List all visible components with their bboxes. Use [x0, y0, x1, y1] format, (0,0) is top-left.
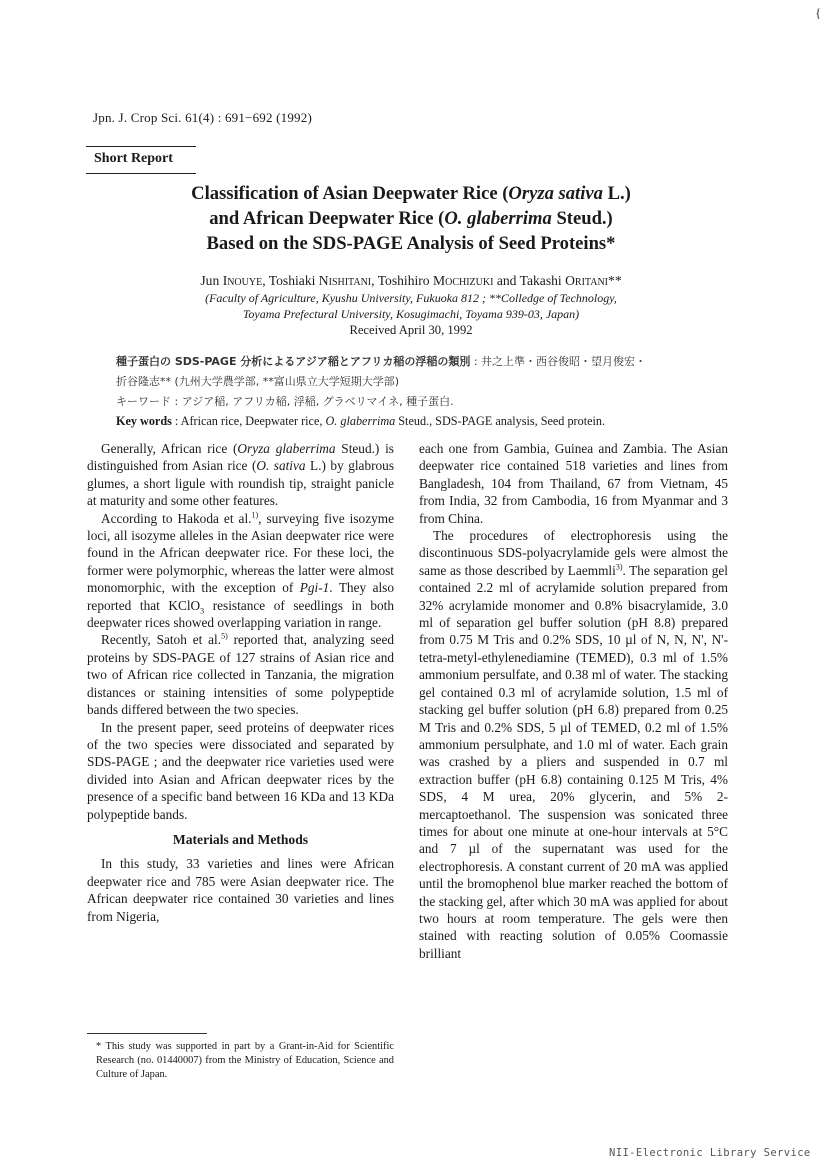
footnote-divider [87, 1033, 207, 1034]
keywords-text: Steud., SDS-PAGE analysis, Seed protein. [395, 414, 606, 428]
japanese-authors: : 井之上準・西谷俊昭・望月俊宏・ [470, 355, 647, 368]
author-given: and Takashi [493, 273, 566, 288]
title-text: Classification of Asian Deepwater Rice ( [191, 183, 509, 204]
left-column [87, 440, 394, 925]
title-text: L.) [602, 183, 631, 204]
author-family: Oritani [565, 273, 609, 288]
affiliation-line-1: (Faculty of Agriculture, Kyushu University, Fukuoka 812 ; **Colledge of Technology, [205, 291, 617, 305]
received-date: Received April 30, 1992 [349, 323, 473, 337]
paragraph-satoh [87, 631, 394, 718]
citation-ref: 5) [221, 632, 228, 642]
japanese-title-line [116, 352, 716, 372]
section-label-box [86, 146, 196, 174]
text: resistance of seedlings in both deepwater rices showed overlapping variation in range. [87, 597, 394, 631]
author-family: Inouye [222, 273, 263, 288]
author-given: , Toshiaki [262, 273, 319, 288]
corner-mark: { [815, 5, 822, 20]
title-line-3: Based on the SDS-PAGE Analysis of Seed Proteins* [206, 233, 616, 254]
japanese-keywords: キーワード : アジア稲, アフリカ稲, 浮稲, グラベリマイネ, 種子蛋白. [116, 395, 454, 408]
author-list [90, 272, 732, 290]
species-italic: Oryza glaberrima [237, 441, 336, 456]
article-title [90, 181, 732, 256]
paragraph-materials: In this study, 33 varieties and lines were African deepwater rice and 785 were Asian deepwater rice. The African deepwater rice contained 30 varieties and lines from Nigeria, [87, 856, 394, 924]
paragraph-origins: each one from Gambia, Guinea and Zambia. The Asian deepwater rice contained 518 varieties and lines from Bangladesh, 104 from Thailand, 67 from Vietnam, 45 from India, 32 from Cambodia, 16 from Myanmar and 3 from China. [419, 441, 728, 526]
title-line-2 [90, 206, 732, 231]
species-italic: O. sativa [256, 458, 306, 474]
keywords-text: : African rice, Deepwater rice, [171, 414, 326, 428]
title-species-italic: Oryza sativa [508, 183, 603, 204]
gene-italic: Pgi-1 [299, 580, 330, 596]
japanese-authors-line-2: 折谷隆志** (九州大学農学部, **富山県立大学短期大学部) [116, 375, 400, 388]
author-given: , Toshihiro [371, 273, 434, 288]
citation-ref: 1) [251, 510, 259, 520]
text: reported that, analyzing seed proteins by SDS-PAGE of 127 strains of Asian rice and two of African rice collected in Tanzania, the migration distances or staining intensities of some polypeptide bands differed between the two species. [87, 632, 394, 718]
keywords-label: Key words [116, 414, 172, 428]
title-line-1 [90, 181, 732, 206]
japanese-abstract-block [116, 352, 716, 412]
text: Recently, Satoh et al. [101, 632, 222, 648]
methods-heading: Materials and Methods [172, 831, 309, 847]
keywords-italic: O. glaberrima [325, 414, 396, 428]
paragraph-present: In the present paper, seed proteins of deepwater rices of the two species were dissociated and separated by SDS-PAGE ; and the deepwater rice varieties used were divided into Asian and African deepwater rices by the presence of a specific band between 16 KDa and 13 KDa polypeptide bands. [87, 719, 394, 822]
japanese-title: 種子蛋白の SDS-PAGE 分析によるアジア稲とアフリカ稲の浮稲の類別 [116, 355, 471, 368]
text: . They also reported that KClO [87, 580, 394, 613]
right-column [419, 440, 728, 962]
paragraph-hakoda [87, 510, 394, 632]
footnote: * This study was supported in part by a Grant-in-Aid for Scientific Research (no. 01440007) from the Ministry of Education, Science and Culture of Japan. [96, 1041, 394, 1080]
paragraph-electrophoresis [419, 527, 728, 962]
keywords-line [116, 413, 736, 429]
text: According to Hakoda et al. [101, 510, 252, 526]
title-text: Steud.) [551, 208, 613, 229]
journal-reference: Jpn. J. Crop Sci. 61(4) : 691−692 (1992) [93, 110, 312, 125]
text: The procedures of electrophoresis using the discontinuous SDS-polyacrylamide gels were almost the same as those described by Laemmli [419, 528, 728, 578]
section-label: Short Report [94, 151, 173, 166]
subscript: 3 [200, 606, 205, 616]
author-given: Jun [200, 273, 223, 288]
text: . The separation gel contained 2.2 ml of acrylamide solution prepared from 32% acrylamide monomer and 0.8% bisacrylamide, 3.0 ml of separation gel buffer solution (pH 8.8) prepared from 0.75 M Tris and 0.2% SDS, 10 µl of N, N, N', N'-tetra-metyl-ethylenediamine (TEMED), 0.3 ml of 1.5% ammonium persulfate, and 0.38 ml of water. The stacking gel contained 0.3 ml of acrylamide solution, 1.5 ml of stacking gel buffer solution (pH 6.8) prepared from 0.25 M Tris and 0.2% SDS, 5 µl of TEMED, 0.2 ml of 1.5% ammonium persulphate, and 1.0 ml of water. Each grain was crashed by a pliers and suspended in 0.7 ml extraction buffer (pH 6.8) containing 0.125 M Tris, 4% SDS, 4 M urea, 20% glycerin, and 5% 2-mercaptoethanol. The suspension was sonicated three times for about one minute at one-hour intervals at 5°C and 7 µl of the supernatant was used for the electrophoresis. A constant current of 20 mA was applied until the bromophenol blue marker reached the bottom of the stacking gel, after which 30 mA was applied for about two hours at room temperature. The gels were then stained with reacting solution of 0.05% Coomassie brilliant [419, 562, 728, 961]
author-family: Nishitani [318, 273, 372, 288]
affiliation [90, 290, 732, 322]
affiliation-line-2: Toyama Prefectural University, Kosugimachi, Toyama 939-03, Japan) [242, 307, 580, 321]
author-mark: ** [608, 273, 622, 288]
author-family: Mochizuki [433, 273, 494, 288]
footer-service-label: NII-Electronic Library Service [609, 1147, 811, 1159]
citation-ref: 3) [615, 562, 623, 572]
title-species-italic: O. glaberrima [444, 208, 552, 229]
text: Steud.) is distinguished from Asian rice ( [87, 441, 394, 474]
text: , surveying five isozyme loci, all isozyme alleles in the Asian deepwater rice were found in the African deepwater rice. For these loci, the former were polymorphic, whereas the latter were almost monomorphic, with the exception of [87, 510, 394, 596]
text: Generally, African rice ( [101, 441, 238, 456]
text: L.) by glabrous glumes, a short ligule with roundish tip, straight panicle at maturity and some other features. [87, 458, 394, 509]
paragraph-intro [87, 440, 394, 510]
title-text: and African Deepwater Rice ( [209, 208, 445, 229]
